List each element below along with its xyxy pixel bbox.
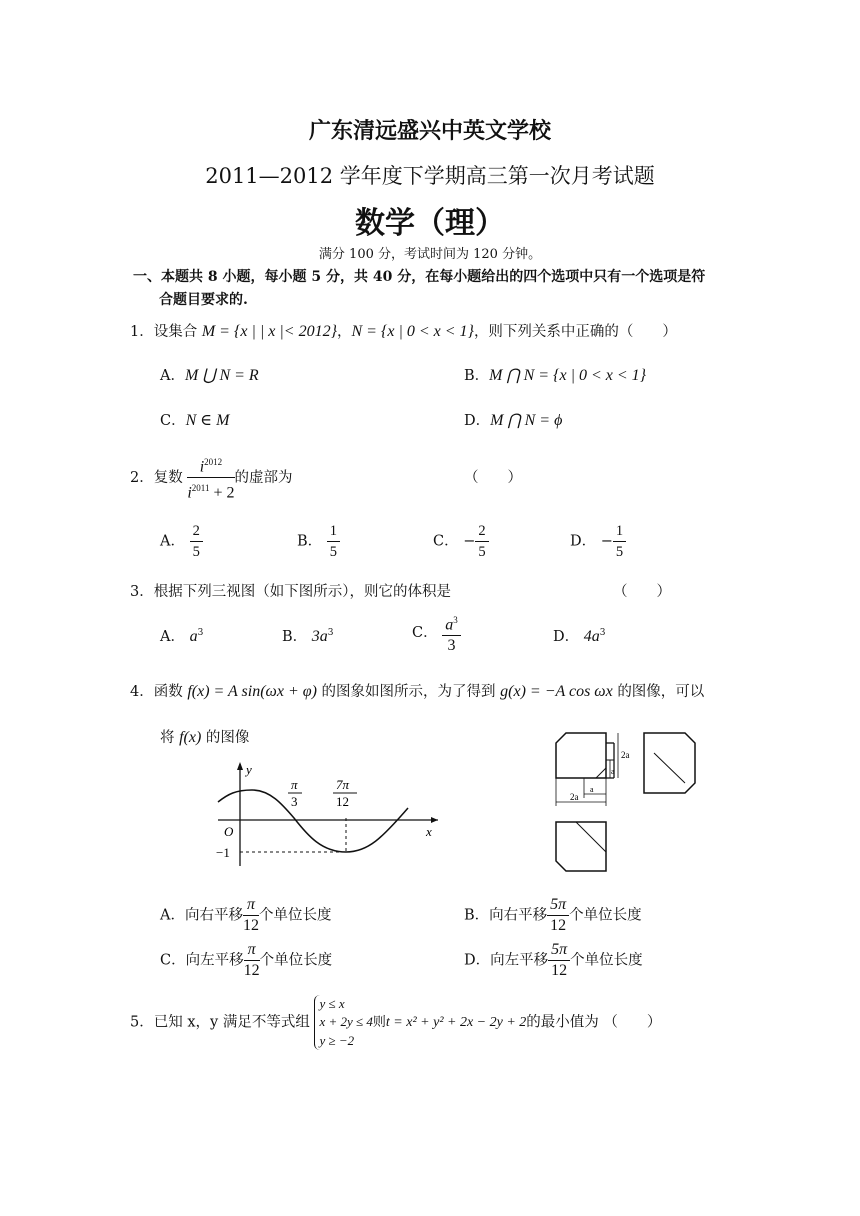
exam-info: 满分 100 分，考试时间为 120 分钟。: [318, 247, 542, 262]
q1-option-a: A．M ⋃ N = R: [160, 367, 259, 384]
three-view-figure: [548, 730, 708, 875]
set-m: M = {x | | x |< 2012}: [201, 323, 337, 340]
question-4-line2: 将 f(x) 的图像: [160, 729, 250, 746]
q1-option-c: C．N ∈ M: [160, 412, 230, 429]
tick2-num: 7π: [336, 777, 350, 792]
dim-2a-bottom: 2a: [570, 792, 579, 802]
set-n: N = {x | 0 < x < 1}: [351, 323, 474, 340]
q4-option-b: B．向右平移 $\frac{5\pi}{12}$ 个单位长度: [464, 896, 642, 934]
sine-curve: [218, 790, 408, 852]
question-5: 5．已知 x，y 满足不等式组 y ≤ x x + 2y ≤ 4则t = x² + y² + 2x − 2y + 2 y ≥ −2 的最小值为 （ ）: [130, 996, 662, 1048]
x-axis-arrow: [431, 817, 438, 823]
minus-one-label: −1: [216, 845, 230, 860]
dim-a-right: a: [611, 767, 615, 776]
q2-option-c: C． − $\frac{2}{5}$: [433, 521, 489, 562]
q2-option-b: B． $\frac{1}{5}$: [297, 521, 340, 562]
q4-option-c: C．向左平移 $\frac{\pi}{12}$ 个单位长度: [160, 941, 333, 979]
section-instructions: [133, 266, 733, 312]
section-line-1: 一、本题共 8 小题，每小题 5 分，共 40 分，在每小题给出的四个选项中只有一个选项是符: [133, 269, 706, 285]
q1-option-d: D．M ⋂ N = ϕ: [464, 412, 563, 429]
question-1: 1．设集合 M = {x | | x |< 2012}，N = {x | 0 < x < 1}，则下列关系中正确的（ ）: [130, 323, 677, 340]
top-view: [556, 822, 606, 871]
q3-paren: （ ）: [613, 584, 671, 600]
y-label: y: [246, 762, 252, 777]
tick1-den: 3: [291, 794, 298, 809]
dim-2a-right: 2a: [621, 750, 630, 760]
sine-graph: [212, 756, 444, 872]
exam-title: 2011—2012 学年度下学期高三第一次月考试题: [205, 164, 655, 188]
question-2: 2．复数 $\frac{i^{2012}}{i^{2011} + 2}$ 的虚部为: [130, 452, 293, 504]
q4-option-d: D．向左平移 $\frac{5\pi}{12}$ 个单位长度: [464, 941, 643, 979]
q2-option-d: D． − $\frac{1}{5}$: [570, 521, 626, 562]
q1-option-b: B．M ⋂ N = {x | 0 < x < 1}: [464, 367, 647, 384]
q4-option-a: A．向右平移 $\frac{\pi}{12}$ 个单位长度: [160, 896, 332, 934]
q2-option-a: A． $\frac{2}{5}$: [160, 521, 203, 562]
y-axis-arrow: [237, 762, 243, 770]
side-view: [644, 733, 695, 793]
x-label: x: [426, 824, 432, 839]
tick1-num: π: [291, 777, 298, 792]
question-3: 3．根据下列三视图（如下图所示），则它的体积是: [130, 584, 451, 600]
subject-title: 数学（理）: [355, 206, 505, 241]
q3-option-a: A． $a^3$: [160, 628, 204, 645]
inequality-system: y ≤ x x + 2y ≤ 4则t = x² + y² + 2x − 2y + 2 y ≥ −2: [314, 995, 526, 1050]
section-line-2: 合题目要求的.: [159, 292, 248, 308]
tick2-den: 12: [336, 794, 349, 809]
q3-option-b: B． $3a^3$: [282, 628, 334, 645]
q2-fraction: $\frac{i^{2012}}{i^{2011} + 2}$: [187, 452, 234, 504]
question-4: 4．函数 f(x) = A sin(ωx + φ) 的图象如图所示，为了得到 g(x) = −A cos ωx 的图像，可以: [130, 683, 705, 700]
q3-option-d: D． $4a^3$: [553, 628, 606, 645]
q2-paren: （ ）: [464, 470, 522, 486]
dim-a-bottom: a: [590, 785, 594, 794]
q3-option-c: C． $\frac{a^3}{3}$: [412, 610, 461, 656]
origin-label: O: [224, 824, 234, 839]
front-view: [556, 733, 606, 778]
school-name: 广东清远盛兴中英文学校: [308, 118, 551, 144]
